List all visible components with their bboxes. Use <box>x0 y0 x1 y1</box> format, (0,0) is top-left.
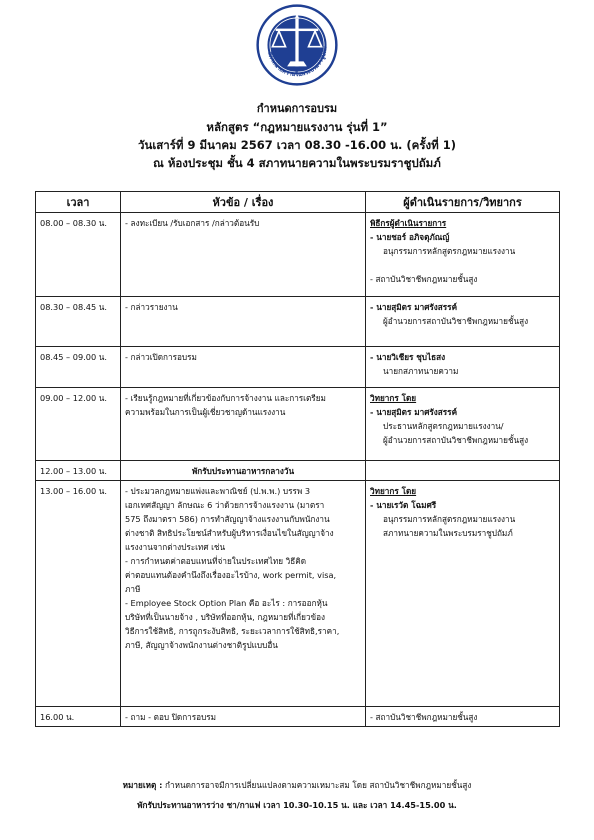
table-row <box>36 481 560 707</box>
row-topic: - ถาม - ตอบ ปิดการอบรม <box>121 707 366 727</box>
row-time: 16.00 น. <box>36 707 121 727</box>
speaker-name: - นายชอร์ อภิจตุภัณญ์ <box>370 232 450 242</box>
row-speaker-cell <box>366 461 560 481</box>
topic-line: - เรียนรู้กฎหมายที่เกี่ยวข้องกับการจ้างงาน และการเตรียม <box>125 393 326 403</box>
remark-line <box>0 775 594 795</box>
topic-line: ภาษี, สัญญาจ้างพนักงานต่างชาติรูปแบบอื่น <box>125 640 278 650</box>
speaker-position: ผู้อำนวยการสถาบันวิชาชีพกฎหมายชั้นสูง <box>383 316 529 326</box>
topic-line: - Employee Stock Option Plan คือ อะไร : การออกหุ้น <box>125 598 328 608</box>
moderator-role: พิธีกรผู้ดำเนินรายการ <box>370 218 447 228</box>
speaker-position: ผู้อำนวยการสถาบันวิชาชีพกฎหมายชั้นสูง <box>383 435 529 445</box>
header-time: เวลา <box>36 192 121 213</box>
topic-line: 575 ถึงมาตรา 586) การทำสัญญาจ้างแรงงานกับพนักงาน <box>125 514 330 524</box>
table-header-row <box>36 192 560 213</box>
speaker-name: - นายสุมิตร มาศรังสรรค์ <box>370 302 458 312</box>
speaker-position: อนุกรรมการหลักสูตรกฎหมายแรงงาน <box>383 514 516 524</box>
table-row <box>36 297 560 347</box>
topic-line: เอกเทศสัญญา ลักษณะ 6 ว่าด้วยการจ้างแรงงาน (มาตรา <box>125 500 325 510</box>
document-header <box>0 100 594 172</box>
speaker-name: - นายวิเชียร ชุบไธสง <box>370 352 446 362</box>
row-time: 08.00 – 08.30 น. <box>36 213 121 297</box>
row-topic: - กล่าวเปิดการอบรม <box>121 347 366 388</box>
row-time: 08.45 – 09.00 น. <box>36 347 121 388</box>
course-title: หลักสูตร “กฎหมายแรงงาน รุ่นที่ 1” <box>206 120 388 134</box>
speaker-position: ประธานหลักสูตรกฎหมายแรงงาน/ <box>383 421 504 431</box>
speaker-position: นายกสภาทนายความ <box>383 366 459 376</box>
row-topic <box>121 481 366 707</box>
row-time: 12.00 – 13.00 น. <box>36 461 121 481</box>
topic-line: แรงงานจากต่างประเทศ เช่น <box>125 542 226 552</box>
row-speaker-cell <box>366 481 560 707</box>
table-row <box>36 707 560 727</box>
row-topic: - กล่าวรายงาน <box>121 297 366 347</box>
row-speaker-cell <box>366 388 560 461</box>
topic-line: - ประมวลกฎหมายแพ่งและพาณิชย์ (ป.พ.พ.) บรรพ 3 <box>125 486 311 496</box>
row-time: 09.00 – 12.00 น. <box>36 388 121 461</box>
row-speaker-cell <box>366 213 560 297</box>
header-speaker: ผู้ดำเนินรายการ/วิทยากร <box>366 192 560 213</box>
row-topic: - ลงทะเบียน /รับเอกสาร /กล่าวต้อนรับ <box>121 213 366 297</box>
organizer: - สถาบันวิชาชีพกฎหมายชั้นสูง <box>366 707 560 727</box>
table-row <box>36 461 560 481</box>
remark-label: หมายเหตุ : <box>122 780 163 790</box>
lawyers-council-logo <box>256 4 338 86</box>
row-time: 08.30 – 08.45 น. <box>36 297 121 347</box>
topic-line: - การกำหนดค่าตอบแทนที่จ่ายในประเทศไทย วิธีคิด <box>125 556 307 566</box>
organizer: - สถาบันวิชาชีพกฎหมายชั้นสูง <box>370 274 478 284</box>
speaker-position: อนุกรรมการหลักสูตรกฎหมายแรงงาน <box>383 246 516 256</box>
break-times: พักรับประทานอาหารว่าง ชา/กาแฟ เวลา 10.30-10.15 น. และ เวลา 14.45-15.00 น. <box>137 800 457 810</box>
topic-line: ค่าตอบแทนต้องคำนึงถึงเรื่องอะไรบ้าง, work permit, visa, <box>125 570 337 580</box>
table-row <box>36 347 560 388</box>
table-row <box>36 213 560 297</box>
row-speaker-cell <box>366 297 560 347</box>
row-speaker-cell <box>366 347 560 388</box>
topic-line: วิธีการใช้สิทธิ, การถูกระงับสิทธิ, ระยะเวลาการใช้สิทธิ,ราคา, <box>125 626 340 636</box>
speaker-name: - นายเรวัต โฉมศรี <box>370 500 437 510</box>
lecturer-role: วิทยากร โดย <box>370 486 417 496</box>
footer-notes <box>0 775 594 815</box>
svg-text:สภาทนายความในพระบรมราชูปถัมภ์: สภาทนายความในพระบรมราชูปถัม <box>266 46 329 79</box>
lecturer-role: วิทยากร โดย <box>370 393 417 403</box>
row-time: 13.00 – 16.00 น. <box>36 481 121 707</box>
document-title: กำหนดการอบรม <box>256 102 338 115</box>
topic-line: ต่างชาติ สิทธิประโยชน์สำหรับผู้บริหารเงื่อนไขในสัญญาจ้าง <box>125 528 334 538</box>
lunch-break: พักรับประทานอาหารกลางวัน <box>121 461 366 481</box>
speaker-name: - นายสุมิตร มาศรังสรรค์ <box>370 407 458 417</box>
schedule-table <box>35 191 560 727</box>
venue-line: ณ ห้องประชุม ชั้น 4 สภาทนายความในพระบรมราชูปถัมภ์ <box>153 156 441 170</box>
topic-line: ภาษี <box>125 584 141 594</box>
remark-text: กำหนดการอาจมีการเปลี่ยนแปลงตามความเหมาะสม โดย สถาบันวิชาชีพกฎหมายชั้นสูง <box>162 780 472 790</box>
date-line: วันเสาร์ที่ 9 มีนาคม 2567 เวลา 08.30 -16.00 น. (ครั้งที่ 1) <box>138 138 456 152</box>
table-row <box>36 388 560 461</box>
topic-line: ความพร้อมในการเป็นผู้เชี่ยวชาญด้านแรงงาน <box>125 407 286 417</box>
row-topic <box>121 388 366 461</box>
header-topic: หัวข้อ / เรื่อง <box>121 192 366 213</box>
topic-line: บริษัทที่เป็นนายจ้าง , บริษัทที่ออกหุ้น, กฎหมายที่เกี่ยวข้อง <box>125 612 326 622</box>
speaker-position: สภาทนายความในพระบรมราชูปถัมภ์ <box>383 528 513 538</box>
